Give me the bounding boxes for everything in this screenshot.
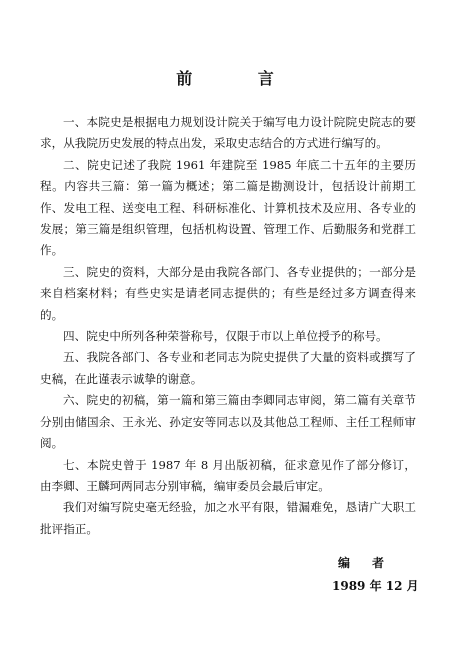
paragraph-5: 五、我院各部门、各专业和老同志为院史提供了大量的资料或撰写了史稿，在此谨表示诚挚的谢意。 bbox=[40, 350, 416, 386]
signature-date: 1989 年 12 月 bbox=[332, 579, 419, 593]
paragraph-7: 七、本院史曾于 1987 年 8 月出版初稿，征求意见作了部分修订，由李卿、王麟珂两同志分别审稿，编审委员会最后审定。 bbox=[40, 457, 416, 493]
page-title: 前 言 bbox=[176, 69, 304, 88]
paragraph-6: 六、院史的初稿，第一篇和第三篇由李卿同志审阅，第二篇有关章节分别由储国余、王永光、孙定安等同志以及其他总工程师、主任工程师审阅。 bbox=[40, 393, 416, 451]
paragraph-2: 二、院史记述了我院 1961 年建院至 1985 年底二十五年的主要历程。内容共三篇：第一篇为概述；第二篇是勘测设计，包括设计前期工作、发电工程、送变电工程、科研标准化、计算机技术及应用、各专业的发展；第三篇是组织管理，包括机构设置、管理工作、后勤服务和党群工作。 bbox=[40, 157, 416, 258]
preface-body bbox=[40, 112, 416, 540]
signature-author: 编者 bbox=[338, 556, 407, 570]
paragraph-3: 三、院史的资料，大部分是由我院各部门、各专业提供的；一部分是来自档案材料；有些史实是请老同志提供的；有些是经过多方调查得来的。 bbox=[40, 264, 416, 322]
paragraph-1: 一、本院史是根据电力规划设计院关于编写电力设计院院史院志的要求，从我院历史发展的特点出发，采取史志结合的方式进行编写的。 bbox=[40, 115, 416, 151]
paragraph-closing: 我们对编写院史毫无经验，加之水平有限，错漏难免，恳请广大职工批评指正。 bbox=[40, 500, 416, 536]
paragraph-4: 四、院史中所列各种荣誉称号，仅限于市以上单位授予的称号。 bbox=[63, 329, 388, 344]
